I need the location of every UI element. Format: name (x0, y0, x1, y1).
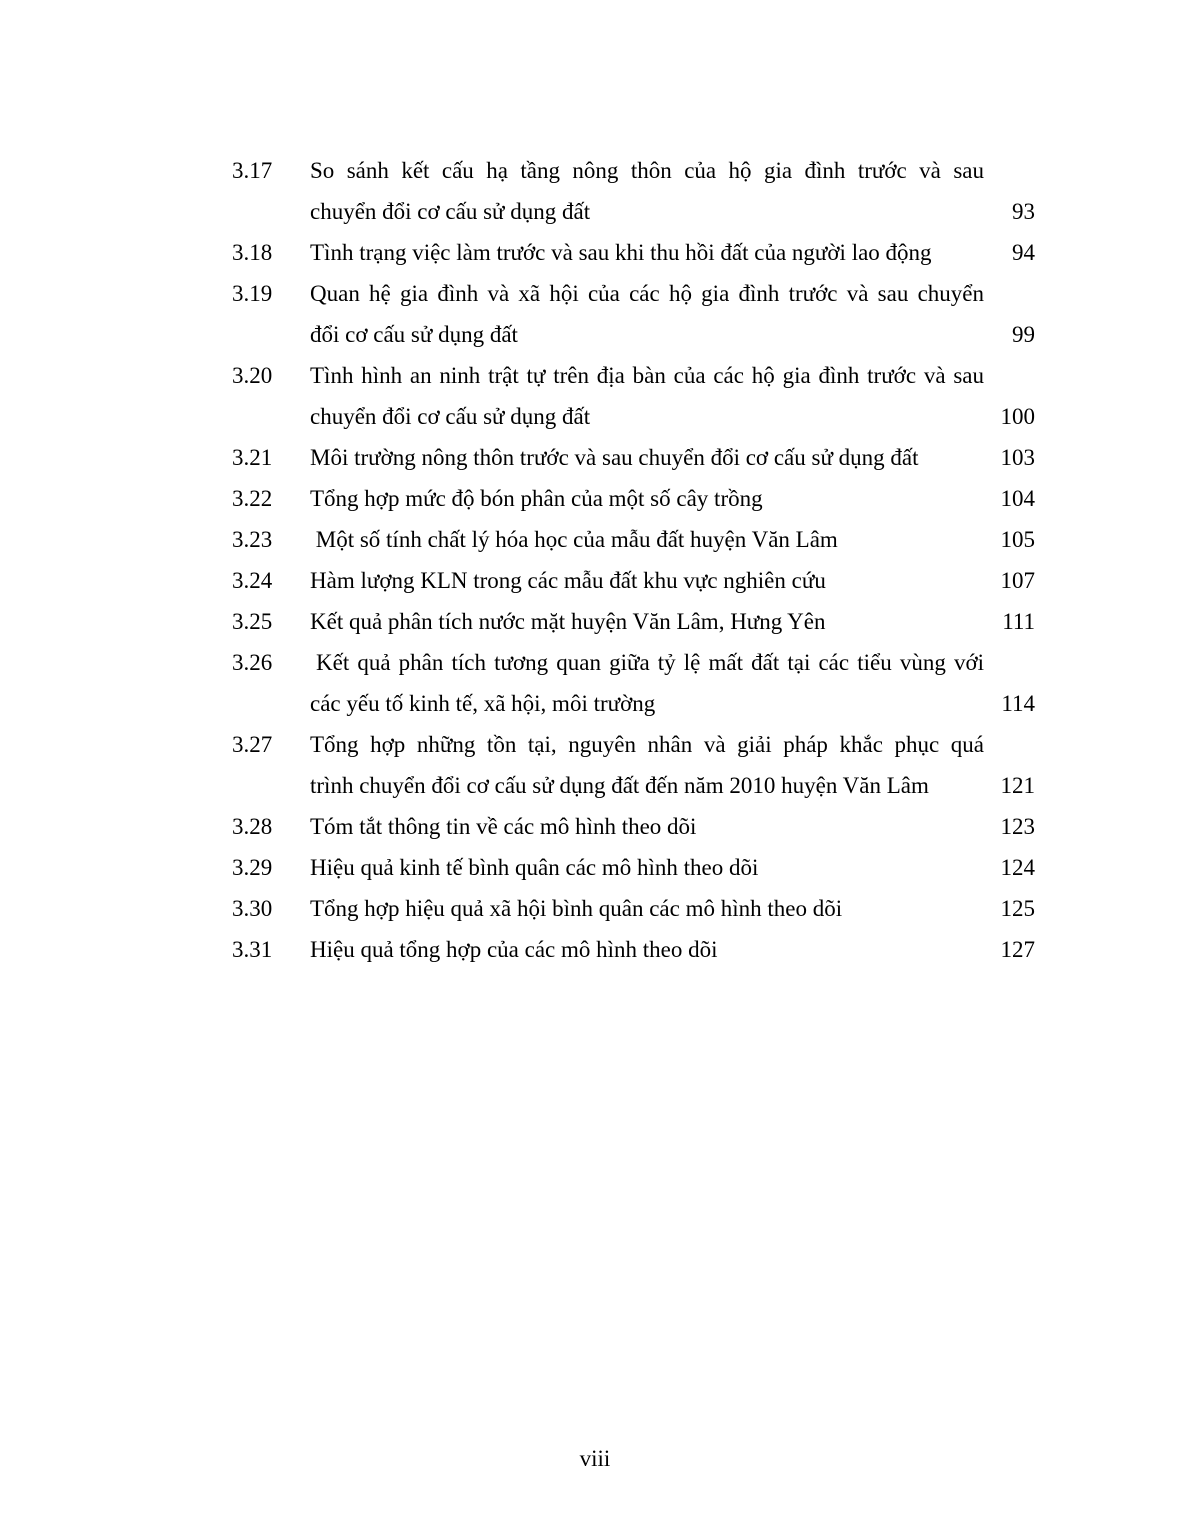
table-number: 3.24 (232, 568, 273, 593)
table-title-continuation: đổi cơ cấu sử dụng đất (310, 322, 518, 347)
table-entry-3-20 (0, 355, 1190, 437)
table-title-continuation: chuyển đổi cơ cấu sử dụng đất (310, 199, 591, 224)
table-title: Một số tính chất lý hóa học của mẫu đất huyện Văn Lâm (310, 527, 838, 552)
entry-line (0, 314, 1190, 355)
entry-line (0, 724, 1190, 765)
table-number: 3.29 (232, 855, 273, 880)
table-title: Tình hình an ninh trật tự trên địa bàn của các hộ gia đình trước và sau (310, 363, 984, 388)
entry-line (0, 806, 1190, 847)
table-entry-3-26 (0, 642, 1190, 724)
table-number: 3.17 (232, 158, 273, 183)
table-title: Tổng hợp những tồn tại, nguyên nhân và giải pháp khắc phục quá (310, 732, 984, 757)
table-entry-3-17 (0, 150, 1190, 232)
table-entry-3-27 (0, 724, 1190, 806)
table-entry-3-22 (0, 478, 1190, 519)
table-number: 3.30 (232, 896, 273, 921)
table-title: Hiệu quả kinh tế bình quân các mô hình theo dõi (310, 855, 759, 880)
table-title-continuation: trình chuyển đổi cơ cấu sử dụng đất đến năm 2010 huyện Văn Lâm (310, 773, 929, 798)
table-entry-3-31 (0, 929, 1190, 970)
page-number: 105 (1000, 527, 1035, 552)
table-entry-3-25 (0, 601, 1190, 642)
page-number: 127 (1000, 937, 1035, 962)
table-title-continuation: chuyển đổi cơ cấu sử dụng đất (310, 404, 591, 429)
table-number: 3.20 (232, 363, 273, 388)
entry-line (0, 642, 1190, 683)
page-number: 99 (1012, 322, 1035, 347)
table-entry-3-24 (0, 560, 1190, 601)
table-number: 3.23 (232, 527, 273, 552)
table-title: Tóm tắt thông tin về các mô hình theo dõi (310, 814, 697, 839)
entry-line (0, 847, 1190, 888)
table-entry-3-30 (0, 888, 1190, 929)
table-entry-3-28 (0, 806, 1190, 847)
entry-line (0, 437, 1190, 478)
table-number: 3.21 (232, 445, 273, 470)
page-number: 124 (1000, 855, 1035, 880)
page-number: 93 (1012, 199, 1035, 224)
entry-line (0, 273, 1190, 314)
entry-line (0, 191, 1190, 232)
table-title: Tổng hợp hiệu quả xã hội bình quân các mô hình theo dõi (310, 896, 843, 921)
entry-line (0, 150, 1190, 191)
entry-line (0, 396, 1190, 437)
page-footer-number: viii (579, 1446, 611, 1471)
table-number: 3.22 (232, 486, 273, 511)
table-number: 3.25 (232, 609, 273, 634)
page-number: 100 (1000, 404, 1035, 429)
entry-line (0, 519, 1190, 560)
entry-line (0, 929, 1190, 970)
page-number: 111 (1002, 609, 1035, 634)
table-number: 3.31 (232, 937, 273, 962)
table-title: So sánh kết cấu hạ tầng nông thôn của hộ gia đình trước và sau (310, 158, 984, 183)
entry-line (0, 683, 1190, 724)
table-title-continuation: các yếu tố kinh tế, xã hội, môi trường (310, 691, 656, 716)
entry-line (0, 601, 1190, 642)
table-title: Hiệu quả tổng hợp của các mô hình theo dõi (310, 937, 718, 962)
table-title: Tình trạng việc làm trước và sau khi thu hồi đất của người lao động (310, 240, 932, 265)
table-title: Tổng hợp mức độ bón phân của một số cây trồng (310, 486, 763, 511)
table-number: 3.26 (232, 650, 273, 675)
entry-line (0, 888, 1190, 929)
table-entry-3-21 (0, 437, 1190, 478)
entry-line (0, 478, 1190, 519)
table-entry-3-18 (0, 232, 1190, 273)
table-title: Quan hệ gia đình và xã hội của các hộ gia đình trước và sau chuyển (310, 281, 984, 306)
entry-line (0, 765, 1190, 806)
table-number: 3.28 (232, 814, 273, 839)
table-title: Môi trường nông thôn trước và sau chuyển đổi cơ cấu sử dụng đất (310, 445, 919, 470)
page-number: 123 (1000, 814, 1035, 839)
table-number: 3.18 (232, 240, 273, 265)
page-number: 104 (1000, 486, 1035, 511)
page-number: 125 (1000, 896, 1035, 921)
table-title: Hàm lượng KLN trong các mẫu đất khu vực nghiên cứu (310, 568, 826, 593)
table-entry-3-19 (0, 273, 1190, 355)
entry-line (0, 232, 1190, 273)
table-entry-3-29 (0, 847, 1190, 888)
table-entry-3-23 (0, 519, 1190, 560)
table-list (0, 150, 1190, 970)
page-number: 94 (1012, 240, 1035, 265)
page-number: 114 (1001, 691, 1035, 716)
entry-line (0, 560, 1190, 601)
entry-line (0, 355, 1190, 396)
page-number: 107 (1000, 568, 1035, 593)
page-number: 103 (1000, 445, 1035, 470)
table-number: 3.19 (232, 281, 273, 306)
table-title: Kết quả phân tích tương quan giữa tỷ lệ mất đất tại các tiểu vùng với (316, 650, 984, 675)
table-title: Kết quả phân tích nước mặt huyện Văn Lâm, Hưng Yên (310, 609, 826, 634)
page-number: 121 (1000, 773, 1035, 798)
table-number: 3.27 (232, 732, 273, 757)
